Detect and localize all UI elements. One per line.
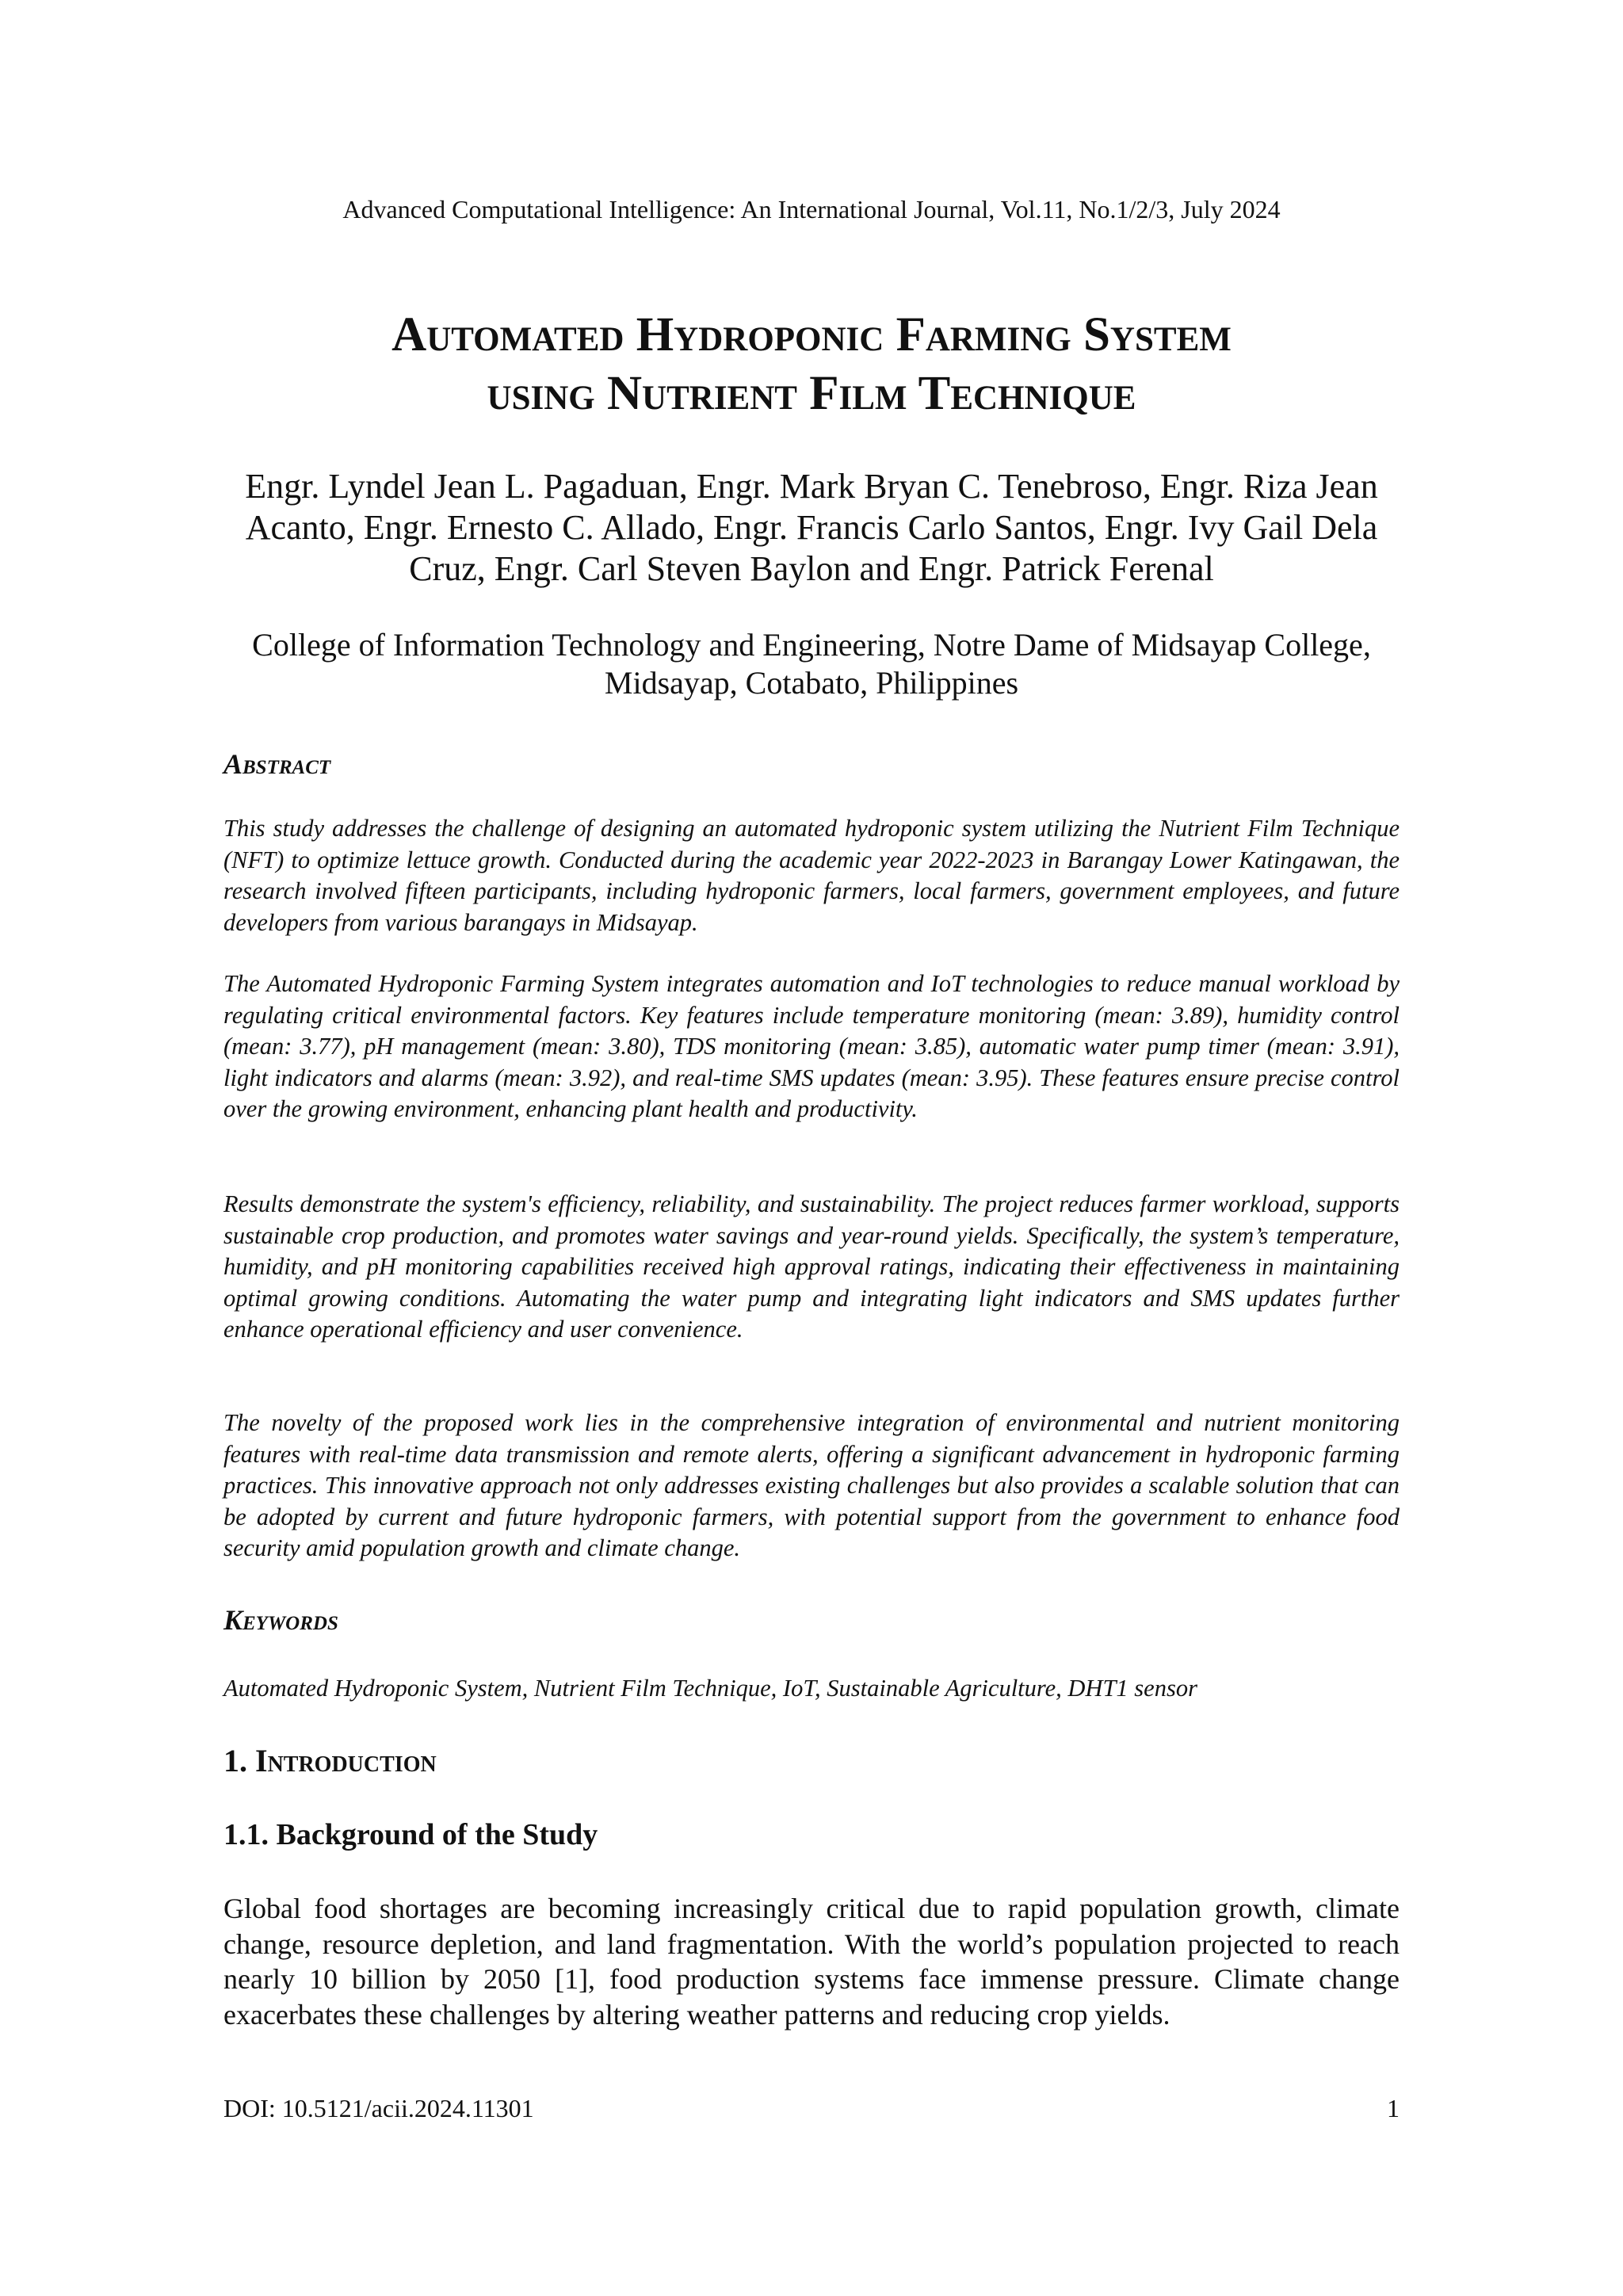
running-head: Advanced Computational Intelligence: An International Journal, Vol.11, No.1/2/3, July 2024 xyxy=(342,195,1281,223)
section-heading-introduction: 1. Introduction xyxy=(223,1743,437,1778)
doi-footer: DOI: 10.5121/acii.2024.11301 xyxy=(223,2094,534,2122)
paper-title xyxy=(158,306,1465,423)
abstract-paragraph-3: Results demonstrate the system's efficiency, reliability, and sustainability. The project reduces farmer workload, supports sustainable crop production, and promotes water savings and year-round yields. Specifically, the system’s temperature, humidity, and pH monitoring capabilities received high approval ratings, indicating their effectiveness in maintaining optimal growing conditions. Automating the water pump and integrating light indicators and SMS updates further enhance operational efficiency and user convenience. xyxy=(223,1190,1400,1343)
keywords-heading: Keywords xyxy=(223,1604,338,1636)
abstract-paragraph-4: The novelty of the proposed work lies in the comprehensive integration of environmental and nutrient monitoring features with real-time data transmission and remote alerts, offering a significant advancement in hydroponic farming practices. This innovative approach not only addresses existing challenges but also provides a scalable solution that can be adopted by current and future hydroponic farmers, with potential support from the government to enhance food security amid population growth and climate change. xyxy=(223,1409,1400,1561)
abstract-heading: Abstract xyxy=(223,748,331,780)
author-list: Engr. Lyndel Jean L. Pagaduan, Engr. Mark Bryan C. Tenebroso, Engr. Riza Jean Acanto, Engr. Ernesto C. Allado, Engr. Francis Carlo Santos, Engr. Ivy Gail Dela Cruz, Engr. Carl Steven Baylon and Engr. Patrick Ferenal xyxy=(245,467,1378,588)
title-line-2: using Nutrient Film Technique xyxy=(487,367,1136,420)
abstract-paragraph-1: This study addresses the challenge of designing an automated hydroponic system utilizing the Nutrient Film Technique (NFT) to optimize lettuce growth. Conducted during the academic year 2022-2023 in Barangay Lower Katingawan, the research involved fifteen participants, including hydroponic farmers, local farmers, government employees, and future developers from various barangays in Midsayap. xyxy=(223,815,1400,936)
abstract-paragraph-2: The Automated Hydroponic Farming System integrates automation and IoT technologies to reduce manual workload by regulating critical environmental factors. Key features include temperature monitoring (mean: 3.89), humidity control (mean: 3.77), pH management (mean: 3.80), TDS monitoring (mean: 3.85), automatic water pump timer (mean: 3.91), light indicators and alarms (mean: 3.92), and real-time SMS updates (mean: 3.95). These features ensure precise control over the growing environment, enhancing plant health and productivity. xyxy=(223,970,1400,1122)
affiliation: College of Information Technology and Engineering, Notre Dame of Midsayap College, Midsayap, Cotabato, Philippines xyxy=(252,627,1371,701)
subsection-heading-background: 1.1. Background of the Study xyxy=(223,1818,598,1851)
page-number: 1 xyxy=(1387,2094,1400,2122)
title-line-1: Automated Hydroponic Farming System xyxy=(391,308,1232,361)
keywords-list: Automated Hydroponic System, Nutrient Film Technique, IoT, Sustainable Agriculture, DHT1 sensor xyxy=(223,1675,1197,1702)
intro-paragraph: Global food shortages are becoming increasingly critical due to rapid population growth, climate change, resource depletion, and land fragmentation. With the world’s population projected to reach nearly 10 billion by 2050 [1], food production systems face immense pressure. Climate change exacerbates these challenges by altering weather patterns and reducing crop yields. xyxy=(223,1893,1400,2030)
